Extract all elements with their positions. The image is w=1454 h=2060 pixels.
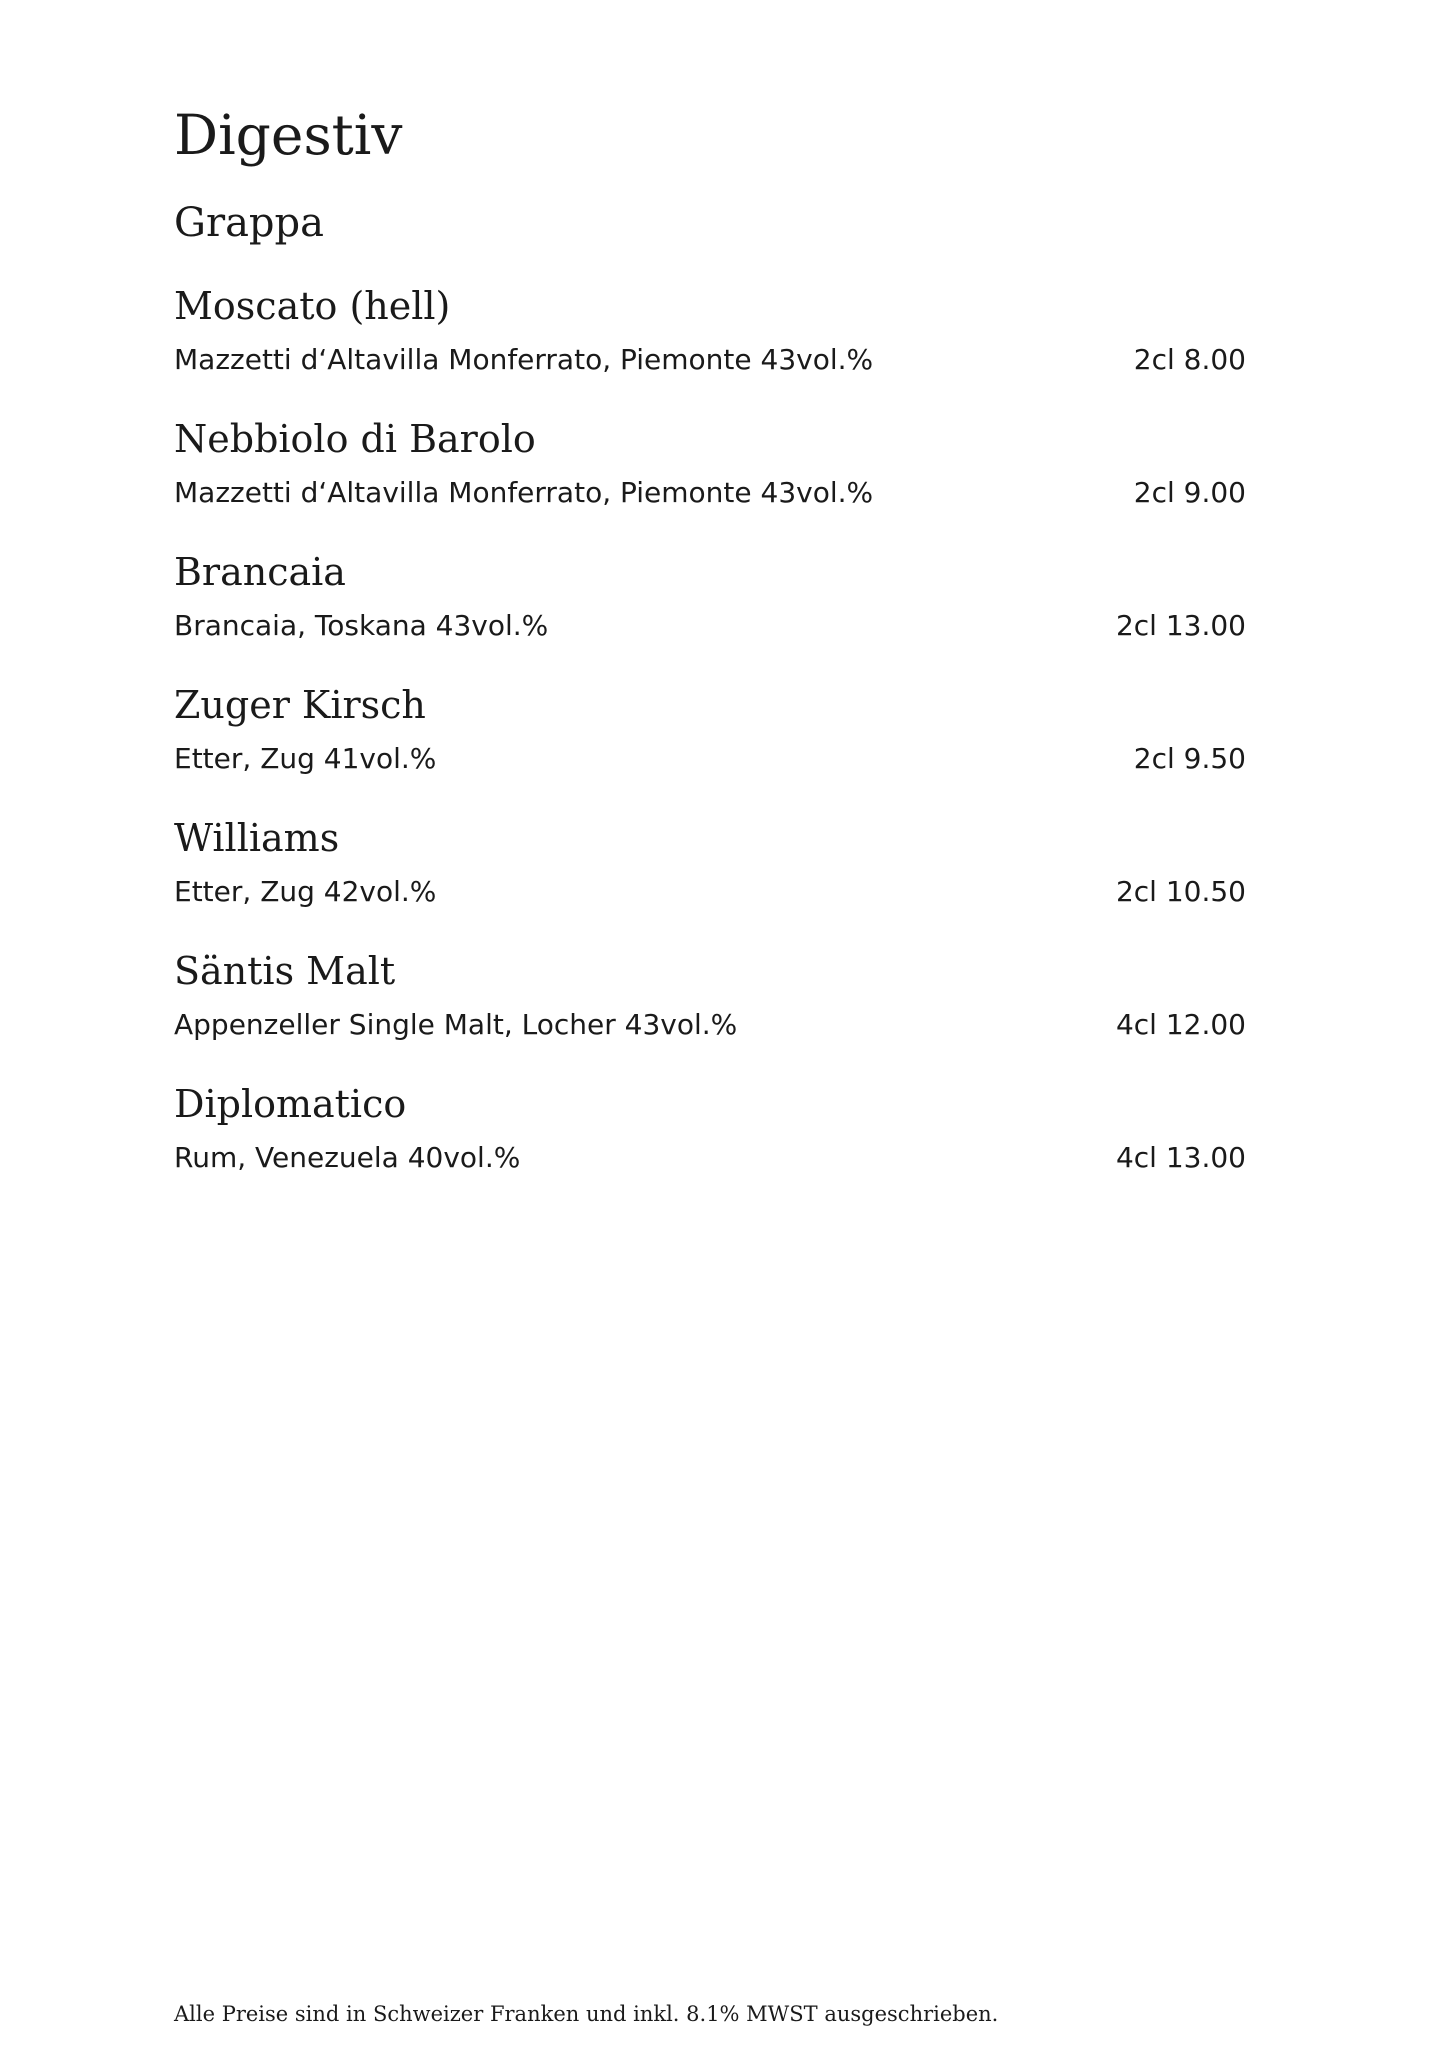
menu-item	[174, 810, 1246, 943]
menu-item-description: Etter, Zug 41vol.%	[174, 742, 437, 775]
menu-item-details	[174, 1138, 1246, 1178]
menu-item-list	[174, 278, 1246, 1209]
menu-item-description: Mazzetti d‘Altavilla Monferrato, Piemonte 43vol.%	[174, 476, 874, 509]
menu-item-description: Mazzetti d‘Altavilla Monferrato, Piemonte 43vol.%	[174, 343, 874, 376]
price-footnote: Alle Preise sind in Schweizer Franken und inkl. 8.1% MWST ausgeschrieben.	[174, 2002, 999, 2026]
menu-item-details	[174, 1005, 1246, 1045]
menu-item	[174, 943, 1246, 1076]
menu-item-price: 2cl 8.00	[1133, 343, 1246, 376]
menu-item-name: Williams	[174, 816, 340, 860]
menu-item	[174, 544, 1246, 677]
menu-item-description: Etter, Zug 42vol.%	[174, 875, 437, 908]
menu-item-name: Zuger Kirsch	[174, 683, 426, 727]
menu-item-name: Diplomatico	[174, 1082, 407, 1126]
menu-item-price: 2cl 9.00	[1133, 476, 1246, 509]
menu-item	[174, 677, 1246, 810]
menu-item-details	[174, 473, 1246, 513]
menu-item-price: 2cl 13.00	[1115, 609, 1246, 642]
menu-item-price: 4cl 12.00	[1115, 1008, 1246, 1041]
menu-item-description: Appenzeller Single Malt, Locher 43vol.%	[174, 1008, 738, 1041]
page-title: Digestiv	[174, 103, 403, 167]
menu-item-price: 4cl 13.00	[1115, 1141, 1246, 1174]
menu-item	[174, 1076, 1246, 1209]
menu-item-name: Säntis Malt	[174, 949, 396, 993]
menu-item-name: Brancaia	[174, 550, 346, 594]
menu-item-description: Rum, Venezuela 40vol.%	[174, 1141, 521, 1174]
menu-item-price: 2cl 9.50	[1133, 742, 1246, 775]
menu-item	[174, 278, 1246, 411]
menu-item-price: 2cl 10.50	[1115, 875, 1246, 908]
menu-item-details	[174, 872, 1246, 912]
menu-item	[174, 411, 1246, 544]
section-subtitle: Grappa	[174, 200, 324, 246]
menu-item-details	[174, 739, 1246, 779]
menu-item-name: Moscato (hell)	[174, 284, 451, 328]
menu-item-description: Brancaia, Toskana 43vol.%	[174, 609, 549, 642]
menu-item-details	[174, 606, 1246, 646]
menu-item-details	[174, 340, 1246, 380]
menu-item-name: Nebbiolo di Barolo	[174, 417, 536, 461]
